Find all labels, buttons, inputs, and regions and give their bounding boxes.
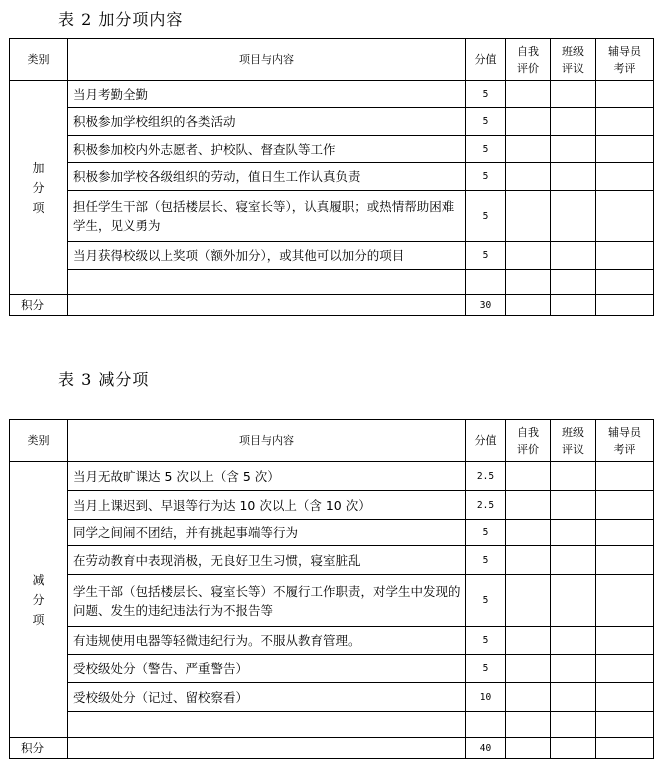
header-item: 项目与内容 — [68, 420, 466, 462]
class-eval-cell[interactable] — [551, 81, 596, 108]
item-cell: 积极参加学校各级组织的劳动，值日生工作认真负责 — [68, 163, 466, 191]
table-row — [10, 191, 654, 242]
self-eval-cell[interactable] — [506, 520, 551, 546]
counselor-eval-cell[interactable] — [596, 270, 654, 295]
counselor-eval-cell[interactable] — [596, 575, 654, 627]
table-header-row — [10, 39, 654, 81]
class-eval-cell[interactable] — [551, 136, 596, 163]
table-row — [10, 546, 654, 575]
table2-title: 表 2 加分项内容 — [58, 10, 184, 29]
class-eval-cell[interactable] — [551, 191, 596, 242]
category-cell: 减 分 项 — [10, 462, 68, 738]
score-cell — [466, 712, 506, 738]
table-row — [10, 655, 654, 683]
item-cell: 受校级处分（记过、留校察看） — [68, 683, 466, 712]
table-row — [10, 575, 654, 627]
total-item-cell — [68, 738, 466, 759]
class-eval-cell[interactable] — [551, 546, 596, 575]
counselor-eval-cell[interactable] — [596, 163, 654, 191]
table-row — [10, 136, 654, 163]
item-cell — [68, 712, 466, 738]
self-eval-cell[interactable] — [506, 81, 551, 108]
score-cell: 2.5 — [466, 491, 506, 520]
total-score: 40 — [466, 738, 506, 759]
score-cell: 5 — [466, 655, 506, 683]
score-cell: 10 — [466, 683, 506, 712]
header-category: 类别 — [10, 420, 68, 462]
score-cell: 5 — [466, 575, 506, 627]
total-label: 积分 — [10, 738, 68, 759]
counselor-eval-cell[interactable] — [596, 655, 654, 683]
counselor-eval-cell[interactable] — [596, 491, 654, 520]
total-counselor-eval-cell[interactable] — [596, 738, 654, 759]
item-cell: 学生干部（包括楼层长、寝室长等）不履行工作职责，对学生中发现的问题、发生的违纪违法行为不报告等 — [68, 575, 466, 627]
deduction-items-table — [9, 419, 654, 759]
class-eval-cell[interactable] — [551, 683, 596, 712]
total-score: 30 — [466, 295, 506, 316]
item-cell: 积极参加校内外志愿者、护校队、督查队等工作 — [68, 136, 466, 163]
table-row — [10, 520, 654, 546]
item-cell: 当月考勤全勤 — [68, 81, 466, 108]
table-row — [10, 627, 654, 655]
header-self-eval: 自我 评价 — [506, 420, 551, 462]
total-self-eval-cell[interactable] — [506, 738, 551, 759]
header-item: 项目与内容 — [68, 39, 466, 81]
score-cell: 5 — [466, 242, 506, 270]
table-row-empty — [10, 270, 654, 295]
header-self-eval: 自我 评价 — [506, 39, 551, 81]
total-counselor-eval-cell[interactable] — [596, 295, 654, 316]
table-header-row — [10, 420, 654, 462]
header-counselor-eval: 辅导员 考评 — [596, 420, 654, 462]
table-row — [10, 242, 654, 270]
counselor-eval-cell[interactable] — [596, 683, 654, 712]
counselor-eval-cell[interactable] — [596, 191, 654, 242]
header-category: 类别 — [10, 39, 68, 81]
class-eval-cell[interactable] — [551, 627, 596, 655]
item-cell: 有违规使用电器等轻微违纪行为。不服从教育管理。 — [68, 627, 466, 655]
item-cell: 当月上课迟到、早退等行为达 10 次以上（含 10 次） — [68, 491, 466, 520]
class-eval-cell[interactable] — [551, 655, 596, 683]
counselor-eval-cell[interactable] — [596, 242, 654, 270]
self-eval-cell[interactable] — [506, 191, 551, 242]
counselor-eval-cell[interactable] — [596, 627, 654, 655]
score-cell: 5 — [466, 546, 506, 575]
item-cell: 当月无故旷课达 5 次以上（含 5 次） — [68, 462, 466, 491]
self-eval-cell[interactable] — [506, 712, 551, 738]
counselor-eval-cell[interactable] — [596, 712, 654, 738]
item-cell: 同学之间闹不团结，并有挑起事端等行为 — [68, 520, 466, 546]
table-row-empty — [10, 712, 654, 738]
header-class-eval: 班级 评议 — [551, 420, 596, 462]
counselor-eval-cell[interactable] — [596, 136, 654, 163]
score-cell: 5 — [466, 81, 506, 108]
table-row — [10, 163, 654, 191]
category-cell: 加 分 项 — [10, 81, 68, 295]
item-cell: 担任学生干部（包括楼层长、寝室长等），认真履职；或热情帮助困难学生，见义勇为 — [68, 191, 466, 242]
self-eval-cell[interactable] — [506, 627, 551, 655]
table-row — [10, 81, 654, 108]
total-self-eval-cell[interactable] — [506, 295, 551, 316]
item-cell: 受校级处分（警告、严重警告） — [68, 655, 466, 683]
counselor-eval-cell[interactable] — [596, 81, 654, 108]
header-score: 分值 — [466, 420, 506, 462]
table-row — [10, 491, 654, 520]
total-item-cell — [68, 295, 466, 316]
score-cell — [466, 270, 506, 295]
bonus-items-table — [9, 38, 654, 316]
self-eval-cell[interactable] — [506, 242, 551, 270]
total-class-eval-cell[interactable] — [551, 738, 596, 759]
counselor-eval-cell[interactable] — [596, 520, 654, 546]
counselor-eval-cell[interactable] — [596, 546, 654, 575]
score-cell: 5 — [466, 520, 506, 546]
total-row — [10, 295, 654, 316]
self-eval-cell[interactable] — [506, 655, 551, 683]
table-row — [10, 462, 654, 491]
self-eval-cell[interactable] — [506, 108, 551, 136]
total-row — [10, 738, 654, 759]
class-eval-cell[interactable] — [551, 270, 596, 295]
class-eval-cell[interactable] — [551, 575, 596, 627]
header-score: 分值 — [466, 39, 506, 81]
score-cell: 5 — [466, 108, 506, 136]
class-eval-cell[interactable] — [551, 163, 596, 191]
self-eval-cell[interactable] — [506, 683, 551, 712]
table-row — [10, 108, 654, 136]
table-row — [10, 683, 654, 712]
item-cell: 积极参加学校组织的各类活动 — [68, 108, 466, 136]
score-cell: 5 — [466, 136, 506, 163]
self-eval-cell[interactable] — [506, 163, 551, 191]
class-eval-cell[interactable] — [551, 108, 596, 136]
counselor-eval-cell[interactable] — [596, 462, 654, 491]
score-cell: 5 — [466, 163, 506, 191]
self-eval-cell[interactable] — [506, 136, 551, 163]
self-eval-cell[interactable] — [506, 491, 551, 520]
table3-title: 表 3 减分项 — [58, 370, 150, 389]
header-counselor-eval: 辅导员 考评 — [596, 39, 654, 81]
class-eval-cell[interactable] — [551, 491, 596, 520]
counselor-eval-cell[interactable] — [596, 108, 654, 136]
item-cell: 在劳动教育中表现消极，无良好卫生习惯，寝室脏乱 — [68, 546, 466, 575]
item-cell — [68, 270, 466, 295]
score-cell: 2.5 — [466, 462, 506, 491]
class-eval-cell[interactable] — [551, 712, 596, 738]
score-cell: 5 — [466, 627, 506, 655]
class-eval-cell[interactable] — [551, 462, 596, 491]
self-eval-cell[interactable] — [506, 575, 551, 627]
self-eval-cell[interactable] — [506, 462, 551, 491]
self-eval-cell[interactable] — [506, 270, 551, 295]
score-cell: 5 — [466, 191, 506, 242]
class-eval-cell[interactable] — [551, 520, 596, 546]
total-class-eval-cell[interactable] — [551, 295, 596, 316]
total-label: 积分 — [10, 295, 68, 316]
item-cell: 当月获得校级以上奖项（额外加分），或其他可以加分的项目 — [68, 242, 466, 270]
header-class-eval: 班级 评议 — [551, 39, 596, 81]
self-eval-cell[interactable] — [506, 546, 551, 575]
class-eval-cell[interactable] — [551, 242, 596, 270]
